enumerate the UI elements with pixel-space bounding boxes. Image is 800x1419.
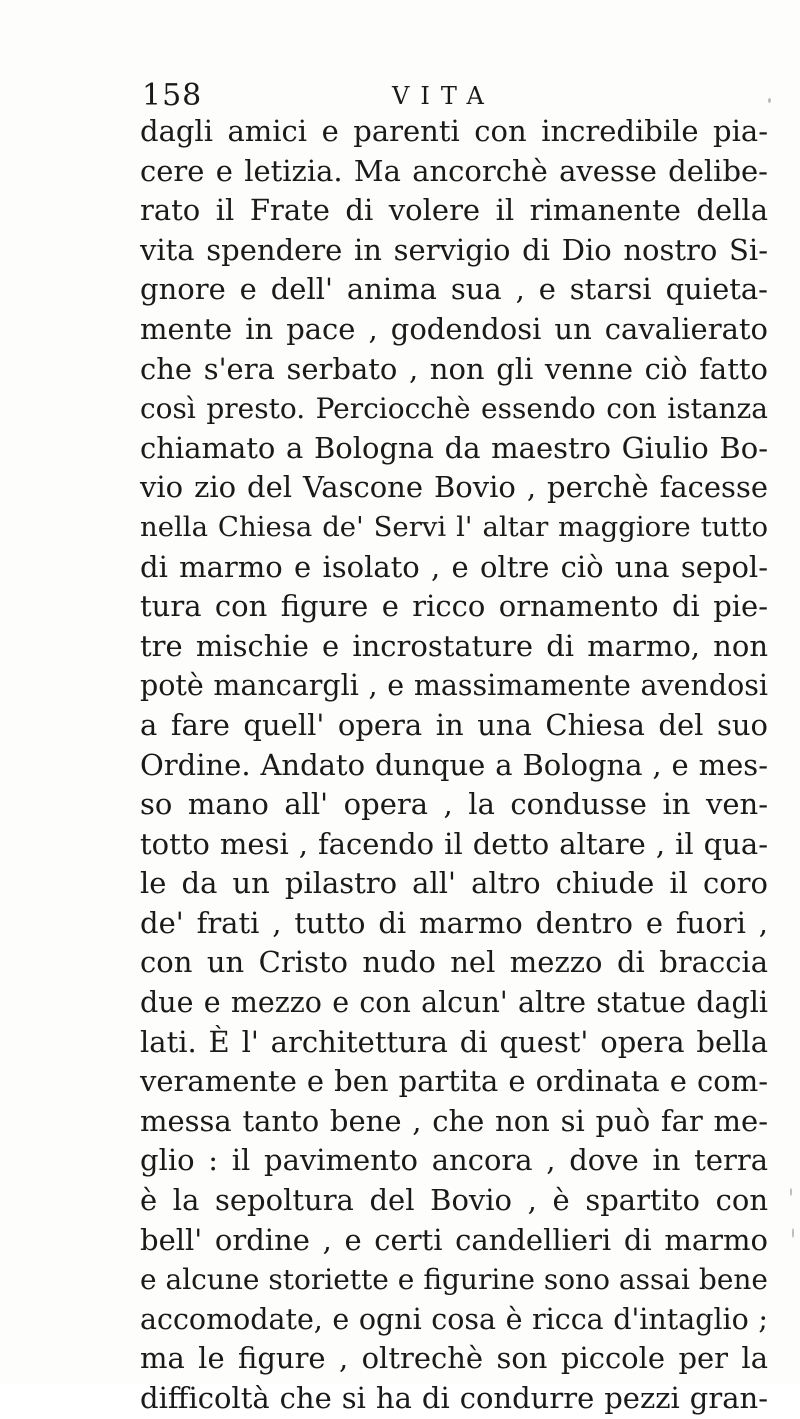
text-line: bell' ordine , e certi candellieri di marmo (140, 1222, 768, 1257)
text-line: chiamato a Bologna da maestro Giulio Bo- (140, 430, 768, 465)
text-line: è la sepoltura del Bovio , è spartito con (140, 1183, 768, 1218)
text-line: messa tanto bene , che non si può far me- (140, 1103, 768, 1138)
text-line: glio : il pavimento ancora , dove in terra (140, 1143, 768, 1178)
text-line: tura con figure e ricco ornamento di pie- (140, 589, 768, 624)
page-number: 158 (142, 78, 203, 113)
text-line: e alcune storiette e figurine sono assai bene (140, 1263, 768, 1297)
text-line: potè mancargli , e massimamente avendosi (140, 669, 768, 703)
text-line: così presto. Perciocchè essendo con istanza (140, 392, 768, 426)
text-line: gnore e dell' anima sua , e starsi quieta- (140, 272, 768, 307)
text-line: mente in pace , godendosi un cavalierato (140, 311, 768, 346)
text-line: cere e letizia. Ma ancorchè avesse delibe- (140, 153, 768, 188)
text-line: con un Cristo nudo nel mezzo di braccia (140, 945, 768, 980)
text-line: nella Chiesa de' Servi l' altar maggiore tutto (140, 510, 768, 543)
text-line: a fare quell' opera in una Chiesa del suo (140, 707, 768, 742)
text-line: che s'era serbato , non gli venne ciò fatto (140, 351, 768, 386)
body-text (140, 112, 768, 1419)
text-line: vio zio del Vascone Bovio , perchè facesse (140, 470, 768, 505)
paper-speck (768, 98, 771, 103)
text-line: di marmo e isolato , e oltre ciò una sepol- (140, 549, 768, 584)
running-title: VITA (392, 82, 495, 110)
text-line: vita spendere in servigio di Dio nostro Si- (140, 232, 768, 267)
text-line: rato il Frate di volere il rimanente della (140, 193, 768, 228)
text-line: Ordine. Andato dunque a Bologna , e mes- (140, 747, 768, 782)
text-line: ma le figure , oltrechè son piccole per la (140, 1341, 768, 1376)
text-line: le da un pilastro all' altro chiude il coro (140, 866, 768, 901)
text-line: dagli amici e parenti con incredibile pia- (140, 114, 768, 148)
text-line: totto mesi , facendo il detto altare , il qua- (140, 826, 768, 861)
text-line: de' frati , tutto di marmo dentro e fuori , (140, 905, 768, 940)
text-line: tre mischie e incrostature di marmo, non (140, 628, 768, 663)
text-line: lati. È l' architettura di quest' opera bella (140, 1024, 768, 1059)
text-line: so mano all' opera , la condusse in ven- (140, 787, 768, 822)
paper-speck (790, 1188, 792, 1196)
paper-speck (792, 1228, 794, 1238)
text-line: due e mezzo e con alcun' altre statue dagli (140, 986, 768, 1020)
text-line: accomodate, e ogni cosa è ricca d'intaglio ; (140, 1302, 768, 1336)
text-line: veramente e ben partita e ordinata e com- (140, 1064, 768, 1099)
text-line: difficoltà che si ha di condurre pezzi gran- (140, 1381, 768, 1415)
